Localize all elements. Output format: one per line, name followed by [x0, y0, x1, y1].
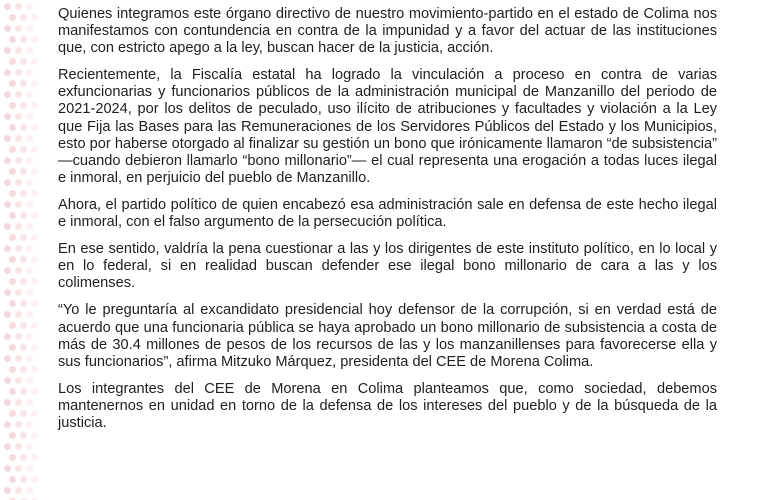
decor-dot — [15, 3, 22, 10]
decor-dot — [9, 58, 16, 65]
decor-dot — [4, 333, 11, 340]
decor-dot — [9, 278, 16, 285]
decor-dot — [4, 377, 11, 384]
decor-dot — [4, 245, 11, 252]
paragraph-3: Ahora, el partido político de quien encabezó esa administración sale en defensa de este hecho ilegal e inmoral, con el falso argumento de la persecución política. — [58, 196, 717, 231]
decor-dot — [26, 25, 33, 32]
decor-dot — [26, 69, 33, 76]
decor-dot — [15, 333, 22, 340]
decor-dot — [26, 245, 33, 252]
paragraph-1: Quienes integramos este órgano directivo de nuestro movimiento-partido en el estado de Colima nos manifestamos con contundencia en contra de la impunidad y a favor del actuar de las instituciones que, con estricto apego a la ley, buscan hacer de la justicia, acción. — [58, 6, 717, 57]
decor-dot — [31, 190, 38, 197]
decor-dot — [26, 201, 33, 208]
decor-dot — [9, 212, 16, 219]
decor-dot — [26, 399, 33, 406]
decor-dot — [9, 322, 16, 329]
decor-dot — [26, 223, 33, 230]
decor-dot — [20, 344, 27, 351]
decor-dot — [4, 113, 11, 120]
decor-dot — [20, 432, 27, 439]
decor-dot — [15, 25, 22, 32]
decor-dot — [9, 454, 16, 461]
decor-dot — [4, 355, 11, 362]
decor-dot — [15, 69, 22, 76]
decor-dot — [31, 322, 38, 329]
decor-dot — [20, 234, 27, 241]
decor-dot — [9, 476, 16, 483]
decor-dot — [4, 69, 11, 76]
decor-dot — [26, 355, 33, 362]
decor-dot — [20, 256, 27, 263]
decor-dot — [15, 179, 22, 186]
decor-dot — [4, 157, 11, 164]
decor-dot — [20, 366, 27, 373]
decor-dot — [26, 377, 33, 384]
decor-dot — [20, 58, 27, 65]
decor-dot — [31, 300, 38, 307]
decor-dot — [15, 377, 22, 384]
decor-dot — [4, 135, 11, 142]
decor-dot — [26, 135, 33, 142]
decor-dot — [26, 443, 33, 450]
paragraph-6: Los integrantes del CEE de Morena en Colima planteamos que, como sociedad, debemos mantenernos en unidad en torno de la defensa de los intereses del pueblo y de la búsqueda de la justicia. — [58, 380, 717, 431]
decor-dot — [9, 190, 16, 197]
decor-dot — [20, 190, 27, 197]
decor-dot — [20, 322, 27, 329]
decor-dot — [31, 14, 38, 21]
decor-dot — [4, 487, 11, 494]
decor-dot — [15, 113, 22, 120]
decor-dot — [31, 80, 38, 87]
decor-dot — [31, 454, 38, 461]
decor-dot — [20, 146, 27, 153]
decor-dot — [15, 245, 22, 252]
decor-dot — [9, 36, 16, 43]
decor-dot — [4, 421, 11, 428]
decor-dot — [4, 91, 11, 98]
decor-dot — [26, 289, 33, 296]
decor-dot — [31, 256, 38, 263]
decor-dot — [4, 179, 11, 186]
decor-dot — [9, 256, 16, 263]
decor-dot — [26, 157, 33, 164]
decor-dot — [26, 465, 33, 472]
decor-dot — [20, 14, 27, 21]
decor-dot — [4, 25, 11, 32]
decor-dot — [20, 410, 27, 417]
decor-dot — [31, 476, 38, 483]
decor-dot — [9, 388, 16, 395]
decor-dot — [9, 168, 16, 175]
decor-dot — [31, 168, 38, 175]
decor-dot — [15, 289, 22, 296]
paragraph-2: Recientemente, la Fiscalía estatal ha logrado la vinculación a proceso en contra de varias exfuncionarias y funcionarios públicos de la administración municipal de Manzanillo del periodo de 2021-2024, por los delitos de peculado, uso ilícito de atribuciones y facultades y violación a la Ley que Fija las Bases para las Remuneraciones de los Servidores Públicos del Estado y los Municipios, esto por haberse otorgado al finalizar su gestión un bono que irónicamente llamaron “de subsistencia” —cuando debieron llamarlo “bono millonario”— el cual representa una erogación a todas luces ilegal e inmoral, en perjuicio del pueblo de Manzanillo. — [58, 67, 717, 186]
decor-dot — [15, 443, 22, 450]
decor-dot — [31, 58, 38, 65]
decor-dot — [9, 234, 16, 241]
decor-dot — [9, 410, 16, 417]
decor-dot — [31, 124, 38, 131]
decor-dot — [4, 311, 11, 318]
decor-dot — [15, 91, 22, 98]
decor-dot — [26, 333, 33, 340]
decor-dot — [31, 410, 38, 417]
decor-dot — [15, 223, 22, 230]
decor-dot — [4, 201, 11, 208]
decor-dot — [26, 113, 33, 120]
decor-dot — [9, 80, 16, 87]
decor-dot — [15, 157, 22, 164]
document-body — [58, 6, 717, 442]
decor-dot — [4, 443, 11, 450]
decor-dot — [20, 388, 27, 395]
decor-dot — [9, 366, 16, 373]
decor-dot — [20, 476, 27, 483]
decor-dot — [15, 399, 22, 406]
decor-dot — [31, 234, 38, 241]
decor-dot — [31, 388, 38, 395]
decor-dot — [20, 300, 27, 307]
decorative-dot-pattern — [0, 0, 40, 500]
decor-dot — [31, 344, 38, 351]
decor-dot — [9, 300, 16, 307]
decor-dot — [9, 102, 16, 109]
decor-dot — [26, 3, 33, 10]
paragraph-4: En ese sentido, valdría la pena cuestionar a las y los dirigentes de este instituto político, en lo local y en lo federal, si en realidad buscan defender ese ilegal bono millonario de cara a las y los colimenses. — [58, 241, 717, 292]
decor-dot — [20, 278, 27, 285]
decor-dot — [4, 399, 11, 406]
decor-dot — [26, 421, 33, 428]
decor-dot — [26, 47, 33, 54]
decor-dot — [31, 146, 38, 153]
decor-dot — [9, 124, 16, 131]
decor-dot — [4, 267, 11, 274]
decor-dot — [4, 3, 11, 10]
decor-dot — [26, 179, 33, 186]
decor-dot — [20, 124, 27, 131]
paragraph-5: “Yo le preguntaría al excandidato presidencial hoy defensor de la corrupción, si en verdad está de acuerdo que una funcionaria pública se haya aprobado un bono millonario de subsistencia a costa de más de 30.4 millones de pesos de los recursos de las y los manzanillenses para favorecerse ella y sus funcionarios”, afirma Mitzuko Márquez, presidenta del CEE de Morena Colima. — [58, 302, 717, 370]
decor-dot — [31, 432, 38, 439]
decor-dot — [26, 267, 33, 274]
decor-dot — [15, 201, 22, 208]
decor-dot — [15, 311, 22, 318]
decor-dot — [15, 355, 22, 362]
decor-dot — [9, 14, 16, 21]
decor-dot — [15, 465, 22, 472]
decor-dot — [31, 366, 38, 373]
decor-dot — [20, 36, 27, 43]
decor-dot — [9, 146, 16, 153]
decor-dot — [15, 487, 22, 494]
decor-dot — [4, 47, 11, 54]
decor-dot — [20, 80, 27, 87]
decor-dot — [31, 102, 38, 109]
decor-dot — [4, 289, 11, 296]
decor-dot — [20, 212, 27, 219]
decor-dot — [4, 465, 11, 472]
decor-dot — [20, 102, 27, 109]
decor-dot — [4, 223, 11, 230]
decor-dot — [20, 454, 27, 461]
decor-dot — [9, 432, 16, 439]
decor-dot — [26, 91, 33, 98]
decor-dot — [31, 278, 38, 285]
decor-dot — [15, 47, 22, 54]
decor-dot — [26, 311, 33, 318]
decor-dot — [26, 487, 33, 494]
decor-dot — [31, 212, 38, 219]
decor-dot — [15, 135, 22, 142]
decor-dot — [15, 267, 22, 274]
decor-dot — [20, 168, 27, 175]
decor-dot — [15, 421, 22, 428]
decor-dot — [9, 344, 16, 351]
decor-dot — [31, 36, 38, 43]
